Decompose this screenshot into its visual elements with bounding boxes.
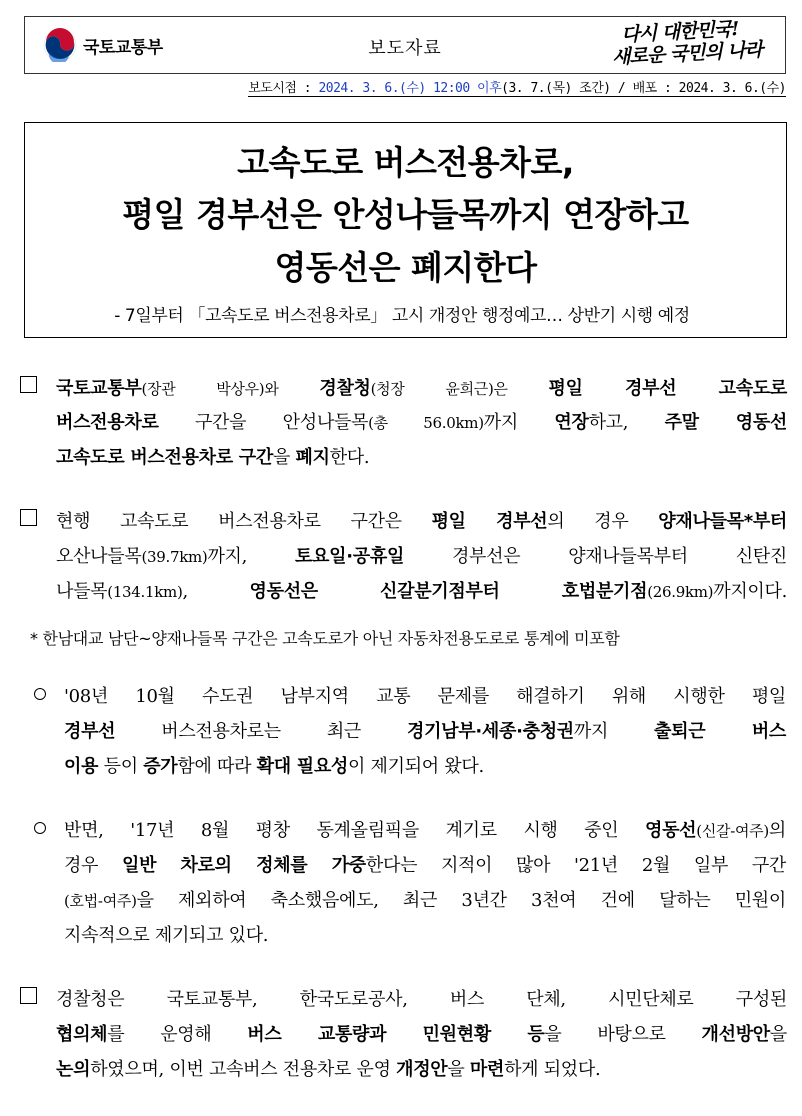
header-box [24, 16, 786, 74]
text-run: (총 56.0km) [368, 414, 484, 432]
text-run: 의 경우 [547, 511, 659, 532]
title-line-1: 고속도로 버스전용차로, [237, 143, 574, 182]
footnote: * 한남대교 남단~양재나들목 구간은 고속도로가 아닌 자동차전용도로로 통계에 미포함 [30, 629, 620, 648]
text-run: 국토교통부 [56, 378, 142, 399]
text-run: 이용 [64, 756, 99, 777]
text-run: (26.9km) [647, 583, 714, 601]
text-run: 버스 교통량과 민원현황 등 [247, 1024, 545, 1045]
text-run: 평일 경부선 [431, 511, 548, 532]
title-line-2: 평일 경부선은 안성나들목까지 연장하고 [122, 195, 689, 234]
text-run: 개선방안 [701, 1024, 770, 1045]
text-run: 의 [768, 820, 786, 841]
square-bullet-icon [20, 987, 37, 1004]
p1-line-2 [56, 408, 787, 434]
text-run: 확대 필요성 [256, 756, 349, 777]
p1-line-1 [56, 374, 787, 400]
text-run: 현행 고속도로 버스전용차로 구간은 [56, 511, 432, 532]
text-run: 등이 [98, 756, 144, 777]
text-run: 양재나들목*부터 [658, 511, 787, 532]
text-run: 영동선은 신갈분기점부터 호법분기점 [249, 581, 648, 602]
text-run: (39.7km) [141, 548, 208, 566]
text-run: 증가 [143, 756, 178, 777]
text-run: 까지 [573, 721, 655, 742]
p1-line-3 [56, 443, 369, 469]
text-run: 반면, '17년 8월 평창 동계올림픽을 계기로 시행 중인 [64, 820, 645, 841]
square-bullet-icon [20, 509, 37, 526]
text-run: 을 [273, 447, 296, 468]
text-run: 개정안 [396, 1059, 448, 1080]
text-run: 협의체 [56, 1024, 108, 1045]
text-run: (신갈-여주) [696, 822, 769, 840]
distribution-date: / 배포 : 2024. 3. 6.(수) [610, 81, 786, 96]
text-run: 오산나들목 [56, 546, 142, 567]
text-run: 폐지 [295, 447, 330, 468]
title-line-3: 영동선은 폐지한다 [274, 248, 537, 287]
p5-line-2 [56, 1020, 787, 1046]
text-run: 평일 경부선 고속도로 [548, 378, 787, 399]
text-run: 마련 [469, 1059, 505, 1080]
p5-line-1: 경찰청은 국토교통부, 한국도로공사, 버스 단체, 시민단체로 구성된 [56, 989, 787, 1010]
slogan-line1: 다시 대한민국! [620, 17, 739, 47]
text-run: 한다는 지적이 많아 '21년 2월 일부 구간 [365, 855, 786, 876]
p3-line-2 [64, 717, 786, 743]
text-run: 토요일·공휴일 [294, 546, 405, 567]
text-run: 을 [447, 1059, 470, 1080]
p4-line-3 [64, 886, 786, 912]
text-run: 함에 따라 [177, 756, 257, 777]
p3-line-3 [64, 752, 484, 778]
text-run: (장관 박상우)와 [141, 380, 320, 398]
text-run: 까지 [483, 412, 555, 433]
p2-line-2 [56, 542, 787, 568]
p4-line-4: 지속적으로 제기되고 있다. [64, 925, 269, 946]
text-run: 까지이다. [713, 581, 788, 602]
dateline-label: 보도시점 : [248, 81, 319, 96]
p2-line-1 [56, 507, 787, 533]
text-run: 나들목 [56, 581, 108, 602]
text-run: 하고, [588, 412, 665, 433]
text-run: 을 [769, 1024, 787, 1045]
slogan [587, 16, 774, 70]
text-run: 영동선 [645, 820, 697, 841]
p4-line-2 [64, 851, 786, 877]
text-run: 까지, [207, 546, 295, 567]
text-run: 주말 영동선 [664, 412, 787, 433]
text-run: 일반 차로의 정체를 가중 [121, 855, 366, 876]
text-run: 경우 [64, 855, 122, 876]
p2-line-3 [56, 577, 787, 603]
release-time: 2024. 3. 6.(수) 12:00 이후 [318, 81, 502, 96]
circle-bullet-icon [34, 822, 46, 834]
p4-line-1 [64, 816, 786, 842]
text-run: 버스전용차로 [56, 412, 159, 433]
text-run: 고속도로 버스전용차로 구간 [56, 447, 273, 468]
text-run: 한다. [329, 447, 370, 468]
text-run: 을 바탕으로 [544, 1024, 702, 1045]
text-run: 을 제외하여 축소했음에도, 최근 3년간 3천여 건에 달하는 민원이 [136, 890, 786, 911]
p3-line-1: '08년 10월 수도권 남부지역 교통 문제를 해결하기 위해 시행한 평일 [64, 686, 786, 707]
text-run: 경기남부·세종·충청권 [407, 721, 574, 742]
text-run: 하게 되었다. [504, 1059, 601, 1080]
embargo-note: (3. 7.(목) 조간) [501, 81, 611, 96]
text-run: 경부선 [64, 721, 116, 742]
text-run: (134.1km) [107, 583, 183, 601]
circle-bullet-icon [34, 688, 46, 700]
p5-line-3 [56, 1055, 600, 1081]
text-run: 경부선은 양재나들목부터 신탄진 [404, 546, 787, 567]
square-bullet-icon [20, 376, 37, 393]
text-run: 버스전용차로는 최근 [115, 721, 407, 742]
slogan-line2: 새로운 국민의 나라 [611, 38, 763, 69]
text-run: 하였으며, 이번 고속버스 전용차로 운영 [90, 1059, 397, 1080]
text-run: (호법-여주) [64, 892, 137, 910]
doc-type: 보도자료 [368, 38, 442, 59]
text-run: 를 운영해 [107, 1024, 248, 1045]
text-run: 경찰청 [319, 378, 371, 399]
release-dateline [248, 77, 786, 97]
text-run: , [182, 581, 250, 602]
text-run: 논의 [56, 1059, 91, 1080]
ministry-name: 국토교통부 [83, 37, 163, 58]
text-run: 구간을 안성나들목 [158, 412, 369, 433]
text-run: 출퇴근 버스 [654, 721, 786, 742]
text-run: (청장 윤희근)은 [370, 380, 549, 398]
text-run: 연장 [554, 412, 589, 433]
text-run: 이 제기되어 왔다. [348, 756, 484, 777]
subtitle: - 7일부터 「고속도로 버스전용차로」 고시 개정안 행정예고… 상반기 시행 예정 [114, 306, 690, 326]
